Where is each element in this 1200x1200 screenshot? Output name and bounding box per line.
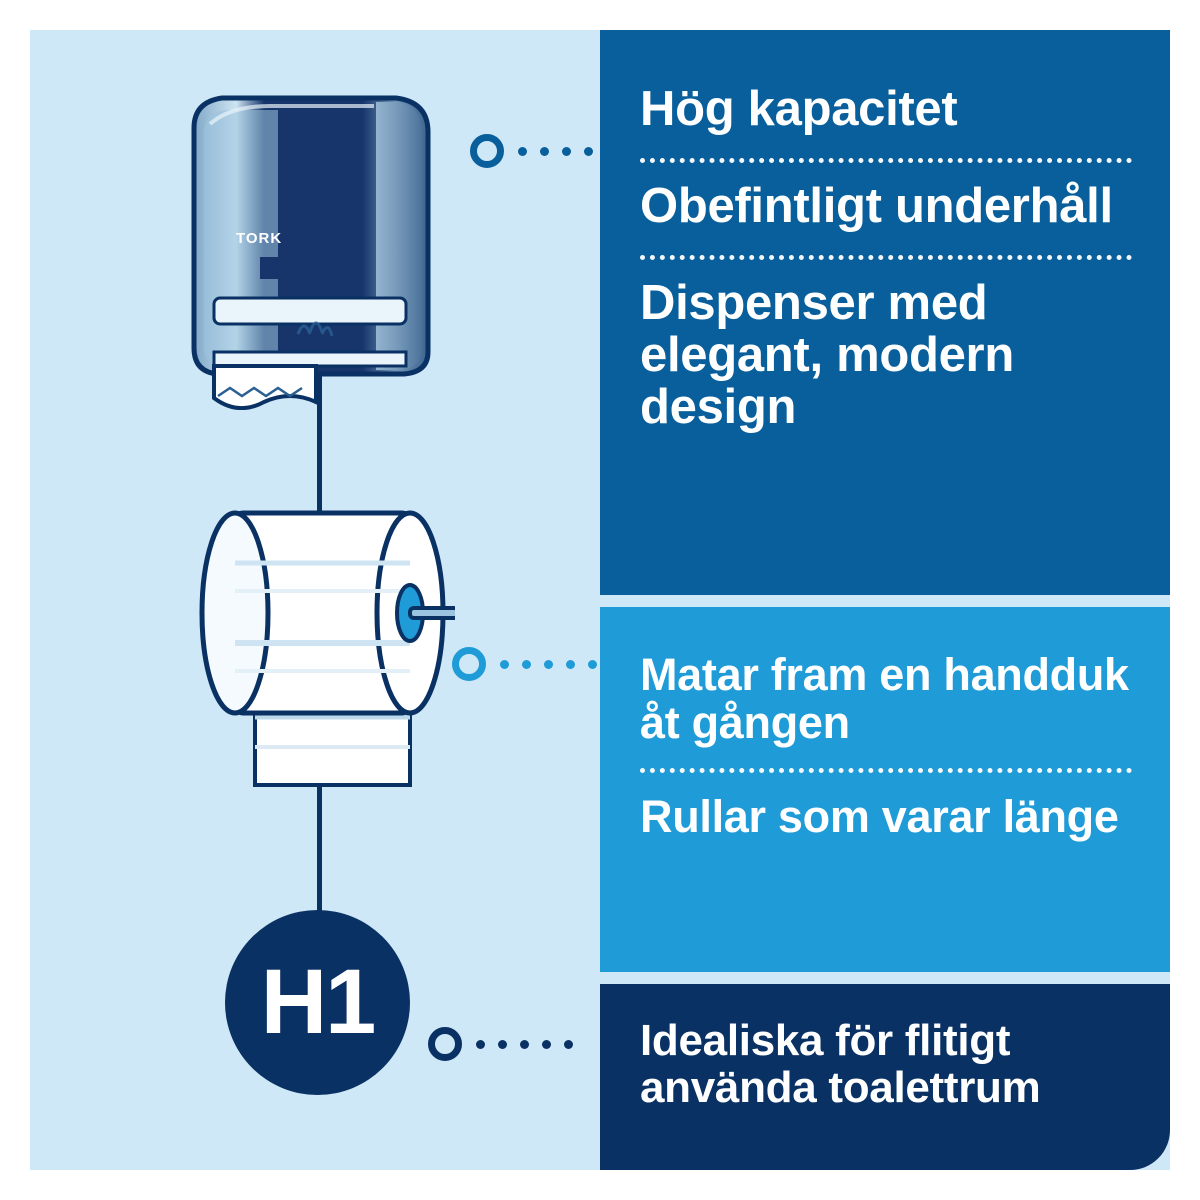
connector-dots-icon — [500, 660, 610, 669]
system-badge: H1 — [225, 910, 410, 1095]
feature-item: Rullar som varar länge — [640, 791, 1119, 843]
connector-ring-icon — [470, 134, 504, 168]
feature-panel-primary — [600, 30, 1170, 595]
illustration-column — [30, 30, 600, 1170]
feature-item: Hög kapacitet — [640, 82, 958, 136]
feature-divider — [640, 768, 1132, 773]
feature-divider — [640, 158, 1132, 163]
paper-roll-icon — [195, 495, 455, 805]
feature-item: Idealiska för flitigt använda toalettrum — [640, 1016, 1041, 1112]
feature-item: Matar fram en handduk åt gången — [640, 649, 1129, 748]
connector-secondary — [452, 644, 610, 684]
feature-item: Obefintligt underhåll — [640, 178, 1113, 233]
paper-towel-dispenser-icon — [160, 80, 460, 410]
feature-panel-tertiary — [600, 984, 1170, 1170]
connector-dots-icon — [476, 1040, 586, 1049]
feature-panel-secondary — [600, 607, 1170, 972]
feature-item: Dispenser med elegant, modern design — [640, 275, 1014, 434]
connector-tertiary — [428, 1024, 586, 1064]
feature-divider — [640, 255, 1132, 260]
brand-label: TORK — [236, 230, 283, 247]
connector-ring-icon — [452, 647, 486, 681]
connector-ring-icon — [428, 1027, 462, 1061]
